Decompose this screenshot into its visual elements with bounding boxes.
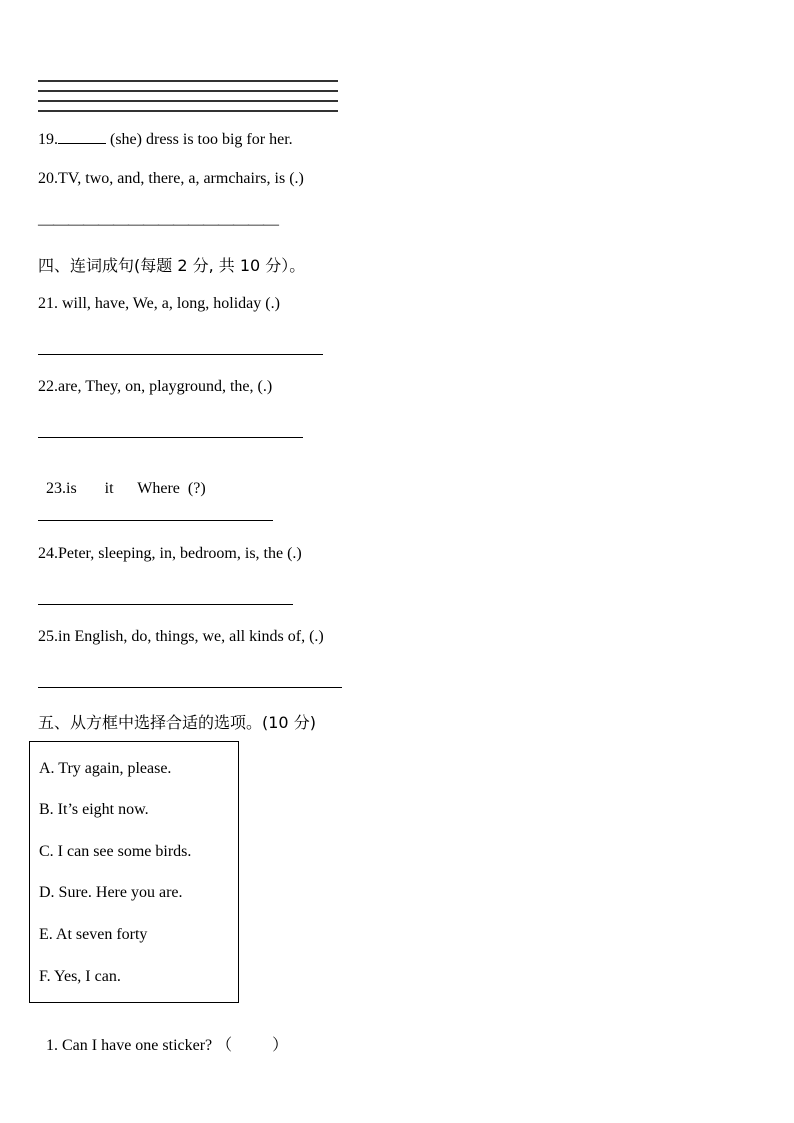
question-text: are, They, on, playground, the, (.) [58,378,273,395]
question-number: 20. [38,170,58,187]
answer-line [38,100,338,102]
question-22 [38,378,272,396]
question-number: 25. [38,628,58,645]
answer-line-dashes: ———————————————— [38,216,278,233]
answer-line [38,90,338,92]
question-19 [38,129,293,149]
question-1 [38,1014,288,1055]
question-number: 22. [38,378,58,395]
question-23 [38,462,206,498]
question-24 [38,545,302,563]
answer-line[interactable] [38,604,293,605]
question-21 [38,295,280,313]
option-a: A. Try again, please. [39,760,172,777]
question-text: will, have, We, a, long, holiday (.) [58,295,280,312]
question-number: 19. [38,131,58,148]
question-number: 21. [38,295,58,312]
question-number: 24. [38,545,58,562]
question-text: in English, do, things, we, all kinds of, (.) [58,628,324,645]
question-text: TV, two, and, there, a, armchairs, is (.) [58,170,304,187]
answer-line[interactable] [38,437,303,438]
section-5-heading: 五、从方框中选择合适的选项。(10 分) [38,713,316,732]
section-4-heading: 四、连词成句(每题 2 分, 共 10 分）。 [38,256,306,275]
question-text: is it Where (?) [66,480,206,497]
answer-line[interactable] [38,520,273,521]
question-25 [38,628,324,646]
option-f: F. Yes, I can. [39,968,121,985]
option-e: E. At seven forty [39,926,148,943]
question-text: (she) dress is too big for her. [110,131,293,148]
option-b: B. It’s eight now. [39,801,149,818]
answer-bracket[interactable]: （ ） [216,1037,289,1054]
option-d: D. Sure. Here you are. [39,884,183,901]
fill-blank[interactable] [58,129,106,144]
question-text: 1. Can I have one sticker? [46,1037,213,1054]
question-text: Peter, sleeping, in, bedroom, is, the (.) [58,545,302,562]
question-20 [38,170,304,188]
answer-line [38,80,338,82]
question-number: 23. [46,480,66,497]
answer-line [38,110,338,112]
option-c: C. I can see some birds. [39,843,192,860]
answer-line[interactable] [38,354,323,355]
answer-line[interactable] [38,687,342,688]
options-box [29,741,239,1003]
